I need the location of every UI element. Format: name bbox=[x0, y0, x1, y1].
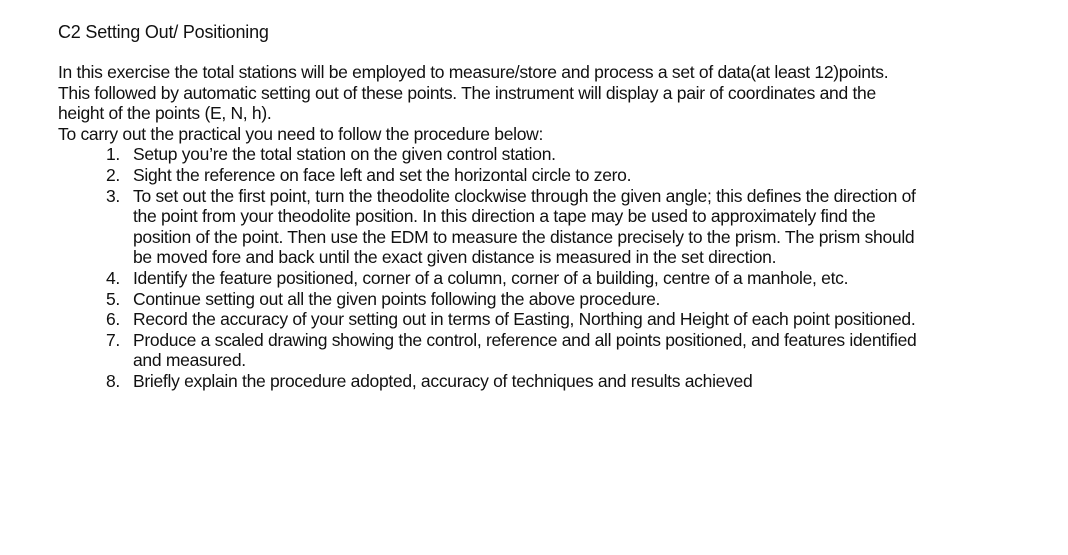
procedure-step-7 bbox=[98, 330, 933, 371]
step-text: Record the accuracy of your setting out in terms of Easting, Northing and Height of each point positioned. bbox=[133, 309, 916, 330]
intro-paragraph: In this exercise the total stations will be employed to measure/store and process a set of data(at least 12)points. This followed by automatic setting out of these points. The instrument will display a pair of coordinates and the height of the points (E, N, h). bbox=[58, 62, 889, 124]
step-text: Continue setting out all the given points following the above procedure. bbox=[133, 288, 661, 309]
step-text: Briefly explain the procedure adopted, accuracy of techniques and results achieved bbox=[133, 370, 753, 391]
step-number: 2. bbox=[106, 164, 120, 185]
step-number: 1. bbox=[106, 144, 120, 165]
step-number: 8. bbox=[106, 370, 120, 391]
step-text: To set out the first point, turn the theodolite clockwise through the given angle; this defines the direction of the point from your theodolite position. In this direction a tape may be used to approximately find the position of the point. Then use the EDM to measure the distance precisely to the prism. The prism should be moved fore and back until the exact given distance is measured in the set direction. bbox=[133, 185, 916, 268]
procedure-step-5 bbox=[98, 289, 933, 310]
procedure-step-8 bbox=[98, 371, 933, 392]
step-text: Produce a scaled drawing showing the control, reference and all points positioned, and features identified and measured. bbox=[133, 329, 917, 371]
procedure-step-2 bbox=[98, 165, 933, 186]
step-text: Sight the reference on face left and set the horizontal circle to zero. bbox=[133, 164, 632, 185]
procedure-lead: To carry out the practical you need to follow the procedure below: bbox=[58, 123, 544, 144]
procedure-step-4 bbox=[98, 268, 933, 289]
document-page bbox=[58, 20, 1048, 392]
step-text: Identify the feature positioned, corner of a column, corner of a building, centre of a manhole, etc. bbox=[133, 267, 849, 288]
step-number: 5. bbox=[106, 288, 120, 309]
step-number: 4. bbox=[106, 267, 120, 288]
step-number: 3. bbox=[106, 185, 120, 206]
step-text: Setup you’re the total station on the given control station. bbox=[133, 144, 556, 165]
document-title: C2 Setting Out/ Positioning bbox=[58, 22, 269, 42]
step-number: 6. bbox=[106, 309, 120, 330]
step-number: 7. bbox=[106, 329, 120, 350]
procedure-list bbox=[58, 144, 1048, 391]
procedure-step-1 bbox=[98, 144, 933, 165]
procedure-step-3 bbox=[98, 186, 933, 268]
procedure-step-6 bbox=[98, 309, 933, 330]
